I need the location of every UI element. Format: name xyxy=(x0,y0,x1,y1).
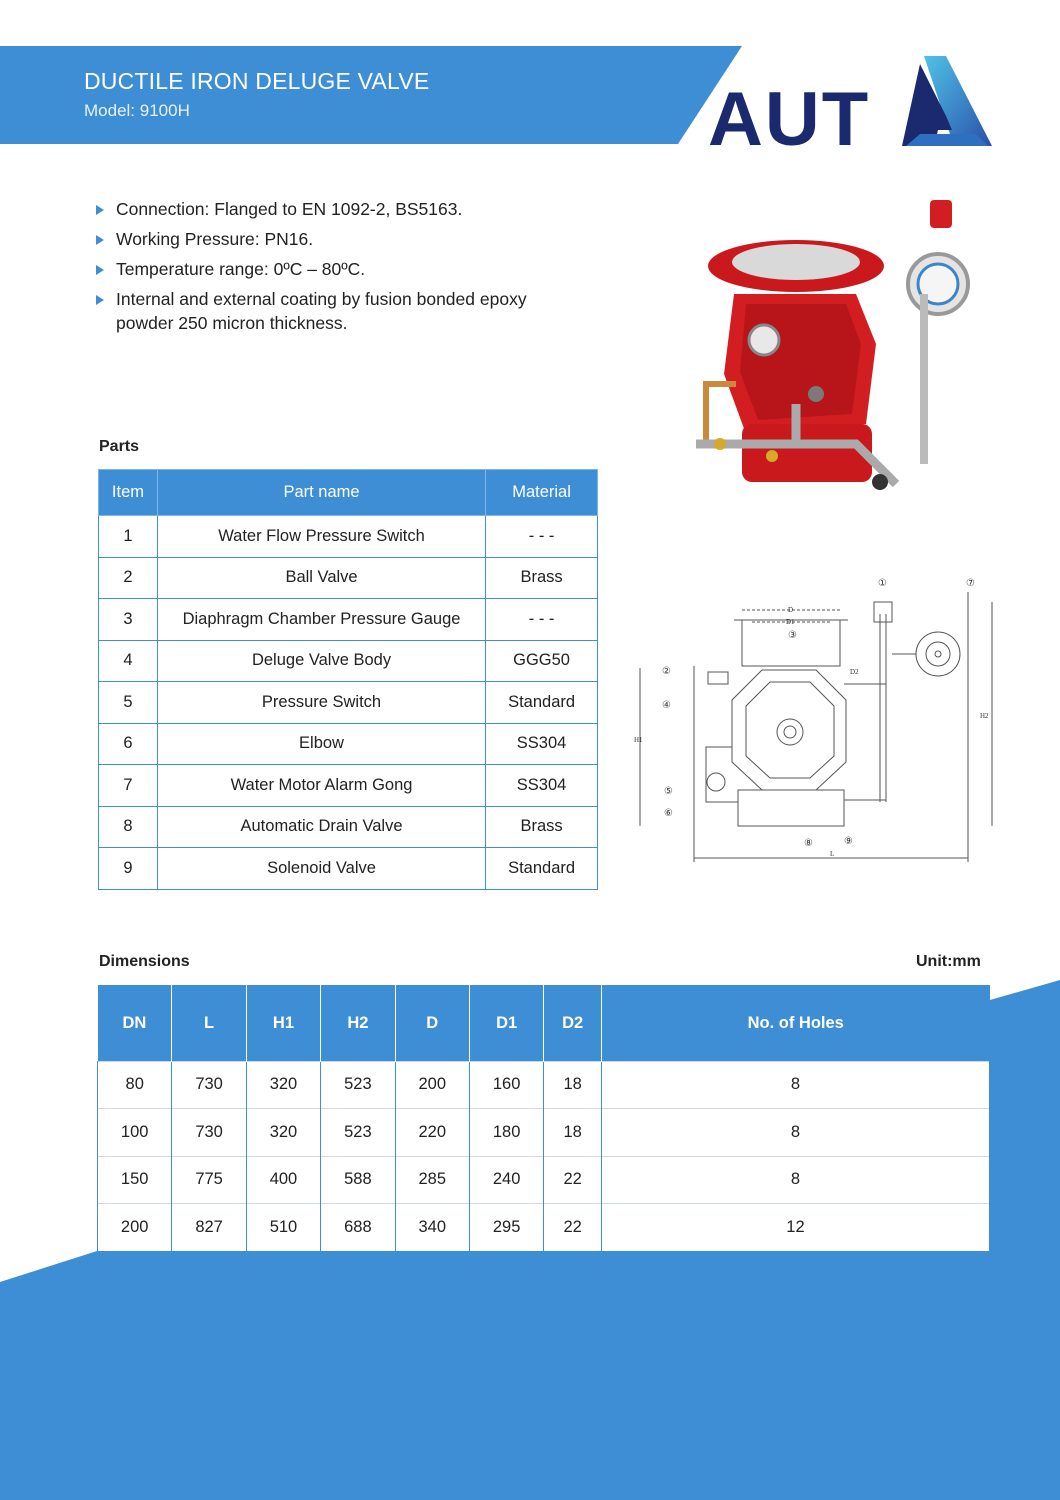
unit-label: Unit:mm xyxy=(916,953,981,970)
callout-1: ① xyxy=(878,578,887,589)
column-header: No. of Holes xyxy=(601,985,989,1061)
callout-2: ② xyxy=(662,666,671,677)
callout-6: ⑥ xyxy=(664,808,673,819)
feature-list xyxy=(96,198,576,342)
dim-label-h2: H2 xyxy=(980,712,989,720)
dimensions-table xyxy=(97,985,990,1252)
feature-item: Working Pressure: PN16. xyxy=(96,228,576,252)
table-row: 6 Elbow SS304 xyxy=(99,723,598,765)
column-header: Part name xyxy=(157,470,485,516)
column-header: D1 xyxy=(469,985,543,1061)
table-row: 8 Automatic Drain Valve Brass xyxy=(99,806,598,848)
column-header: Material xyxy=(486,470,598,516)
table-row: 1 Water Flow Pressure Switch - - - xyxy=(99,516,598,558)
feature-item: Temperature range: 0ºC – 80ºC. xyxy=(96,258,576,282)
bullet-icon xyxy=(96,265,104,275)
parts-heading: Parts xyxy=(99,438,140,455)
brand-logo-mark xyxy=(706,50,996,160)
callout-3: ③ xyxy=(788,630,797,641)
callout-4: ④ xyxy=(662,700,671,711)
dim-label-l: L xyxy=(830,850,835,858)
feature-item: Internal and external coating by fusion bonded epoxy powder 250 micron thickness. xyxy=(96,288,576,335)
table-row: 200 827 510 688 340 295 22 12 xyxy=(98,1204,990,1252)
column-header: L xyxy=(172,985,246,1061)
column-header: D xyxy=(395,985,469,1061)
table-row: 100 730 320 523 220 180 18 8 xyxy=(98,1109,990,1157)
bullet-icon xyxy=(96,235,104,245)
parts-table xyxy=(98,469,598,890)
dim-label-h1: H1 xyxy=(634,736,643,744)
column-header: H1 xyxy=(246,985,320,1061)
table-row: 4 Deluge Valve Body GGG50 xyxy=(99,640,598,682)
dimensions-heading: Dimensions xyxy=(99,953,190,970)
dim-label-d2: D2 xyxy=(850,668,859,676)
feature-item: Connection: Flanged to EN 1092-2, BS5163. xyxy=(96,198,576,222)
table-row: 80 730 320 523 200 160 18 8 xyxy=(98,1061,990,1109)
callout-9: ⑨ xyxy=(844,836,853,847)
table-row: 7 Water Motor Alarm Gong SS304 xyxy=(99,765,598,807)
table-row: 2 Ball Valve Brass xyxy=(99,557,598,599)
column-header: H2 xyxy=(321,985,395,1061)
dim-label-d1: D1 xyxy=(786,618,795,626)
table-row: 150 775 400 588 285 240 22 8 xyxy=(98,1156,990,1204)
parts-header-row xyxy=(99,470,598,516)
column-header: D2 xyxy=(544,985,602,1061)
callout-7: ⑦ xyxy=(966,578,975,589)
column-header: DN xyxy=(98,985,172,1061)
model-subtitle: Model: 9100H xyxy=(84,101,190,120)
bullet-icon xyxy=(96,205,104,215)
callout-5: ⑤ xyxy=(664,786,673,797)
valve-product-image xyxy=(676,194,976,504)
dim-label-d: D xyxy=(788,606,794,614)
valve-technical-drawing xyxy=(634,572,996,864)
dimensions-header-row xyxy=(98,985,990,1061)
page-title: DUCTILE IRON DELUGE VALVE xyxy=(84,68,430,94)
column-header: Item xyxy=(99,470,158,516)
bullet-icon xyxy=(96,295,104,305)
callout-8: ⑧ xyxy=(804,838,813,849)
brand-logo-text: AUT xyxy=(708,77,871,162)
table-row: 5 Pressure Switch Standard xyxy=(99,682,598,724)
table-row: 9 Solenoid Valve Standard xyxy=(99,848,598,890)
table-row: 3 Diaphragm Chamber Pressure Gauge - - - xyxy=(99,599,598,641)
